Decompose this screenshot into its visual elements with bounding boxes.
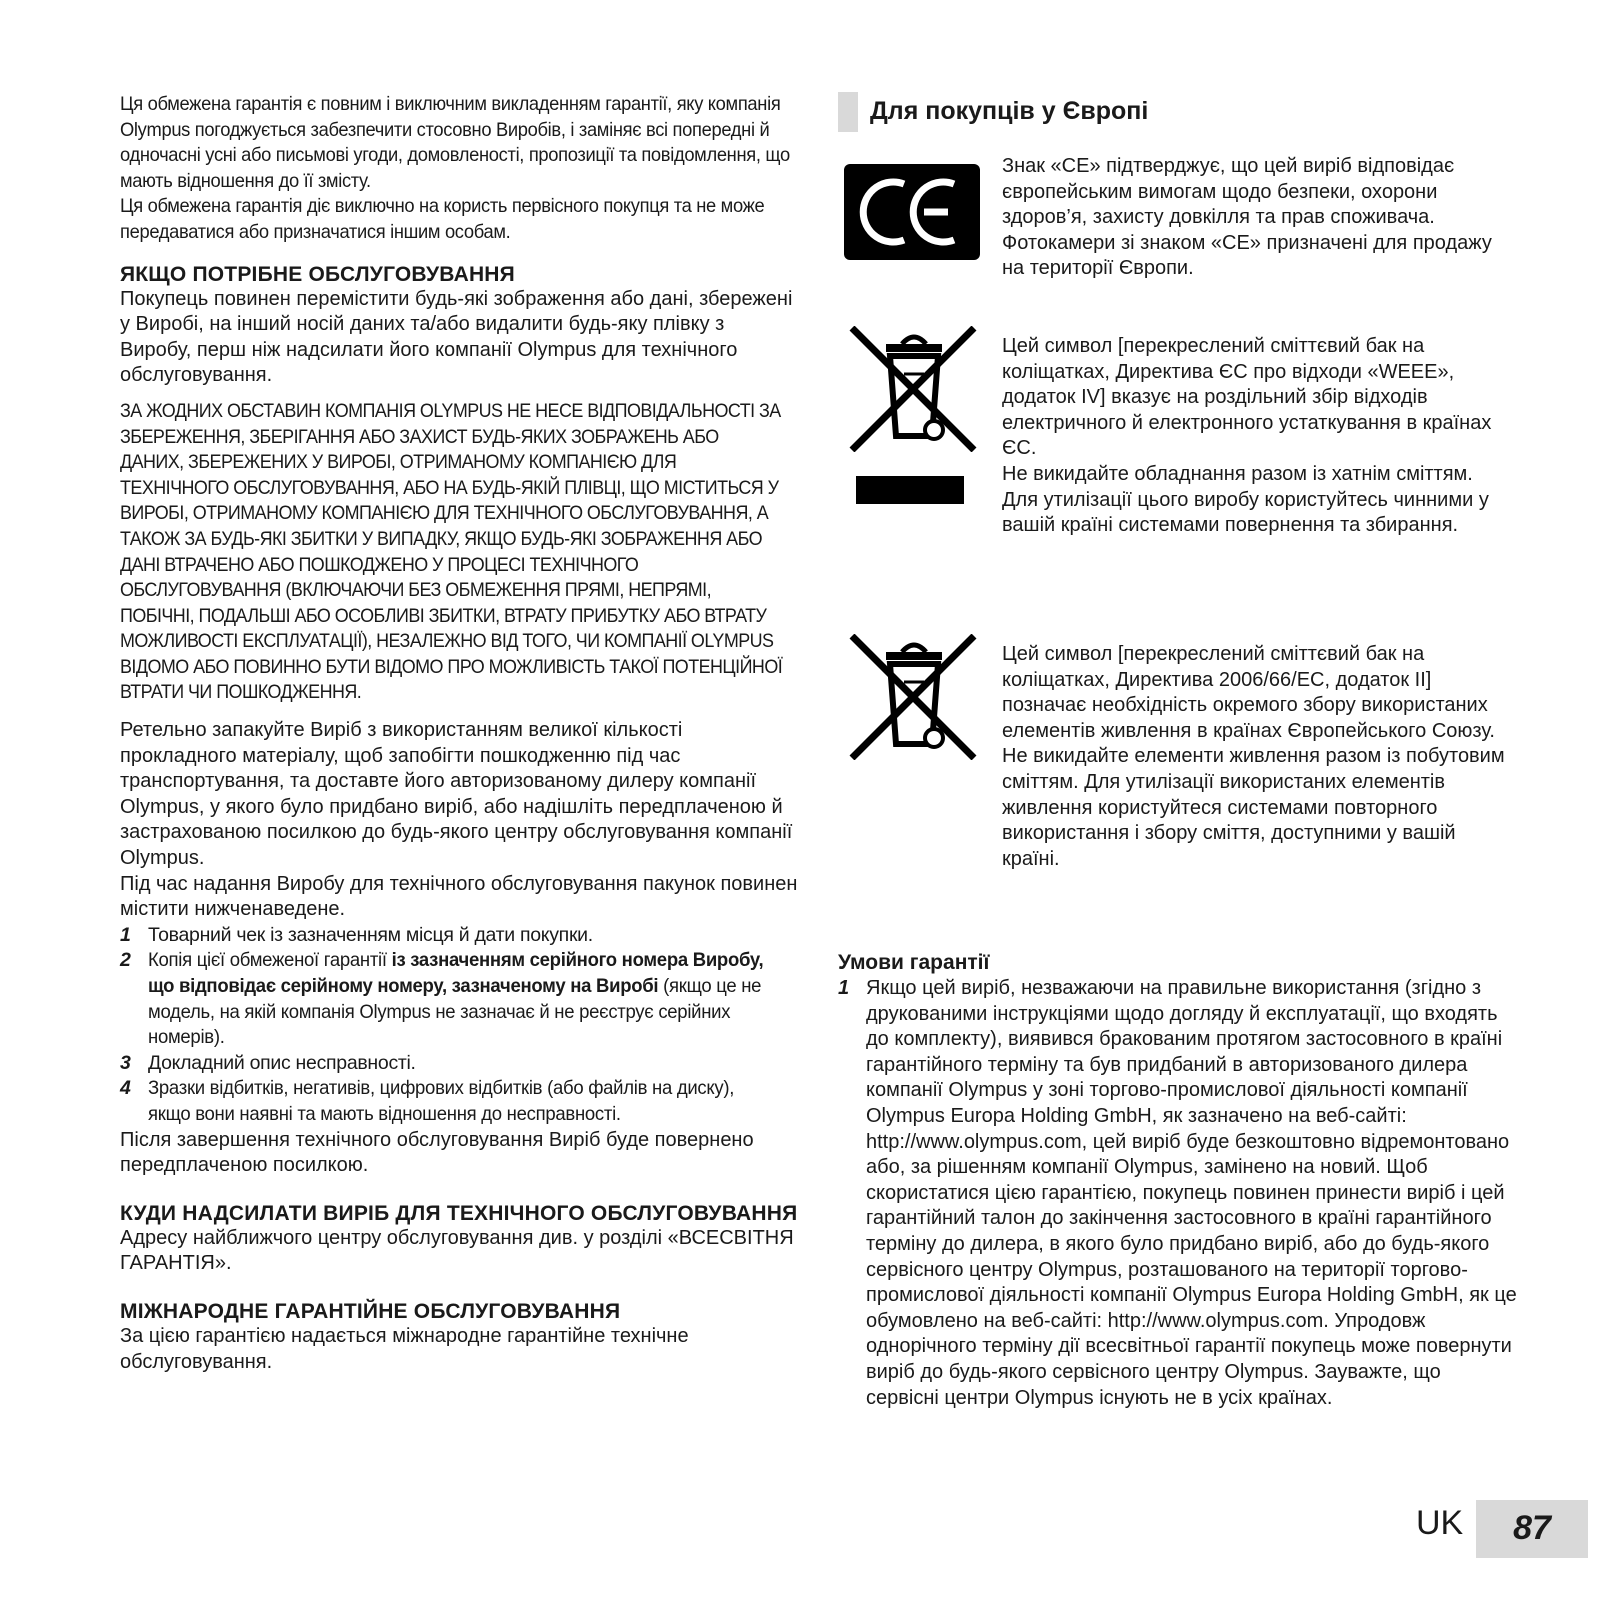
list-item (120, 1051, 800, 1077)
where-paragraph: Адресу найближчого центру обслуговування див. у розділі «ВСЕСВІТНЯ ГАРАНТІЯ». (120, 1226, 794, 1275)
weee-paragraph-2: Не викидайте обладнання разом із хатнім сміттям. (1002, 462, 1473, 485)
service-requirements-list (120, 923, 800, 1128)
left-column (120, 92, 800, 1375)
where-heading: КУДИ НАДСИЛАТИ ВИРІБ ДЛЯ ТЕХНІЧНОГО ОБСЛУГОВУВАННЯ (120, 1201, 798, 1225)
service-paragraph-4: Після завершення технічного обслуговування Виріб буде повернено передплаченою посилкою. (120, 1128, 754, 1177)
list-item-bold-text: із зазначенням серійного номера Виробу, що відповідає серійному номеру, зазначеному на Виробі (148, 949, 764, 997)
section-marker (838, 92, 858, 132)
page-number: 87 (1513, 1509, 1551, 1547)
weee-paragraph-3: Для утилізації цього виробу користуйтесь чинними у вашій країні системами повернення та збирання. (1002, 488, 1489, 537)
list-item-text: Товарний чек із зазначенням місця й дати покупки. (148, 923, 593, 946)
liability-disclaimer: ЗА ЖОДНИХ ОБСТАВИН КОМПАНІЯ OLYMPUS НЕ НЕСЕ ВІДПОВІДАЛЬНОСТІ ЗА ЗБЕРЕЖЕННЯ, ЗБЕРІГАННЯ АБО ЗАХИСТ БУДЬ-ЯКИХ ЗОБРАЖЕНЬ АБО ДАНИХ, ЗБЕРЕЖЕНИХ У ВИРОБІ, ОТРИМАНОМУ КОМПАНІЄЮ ДЛЯ ТЕХНІЧНОГО ОБСЛУГОВУВАННЯ, АБО НА БУДЬ-ЯКІЙ ПЛІВЦІ, ЩО МІСТИТЬСЯ У ВИРОБІ, ОТРИМАНОМУ КОМПАНІЄЮ ДЛЯ ТЕХНІЧНОГО ОБСЛУГОВУВАННЯ, А ТАКОЖ ЗА БУДЬ-ЯКІ ЗБИТКИ У ВИПАДКУ, ЯКЩО БУДЬ-ЯКІ ЗОБРАЖЕННЯ АБО ДАНІ ВТРАЧЕНО АБО ПОШКОДЖЕНО У ПРОЦЕСІ ТЕХНІЧНОГО ОБСЛУГОВУВАННЯ (ВКЛЮЧАЮЧИ БЕЗ ОБМЕЖЕННЯ ПРЯМІ, НЕПРЯМІ, ПОБІЧНІ, ПОДАЛЬШІ АБО ОСОБЛИВІ ЗБИТКИ, ВТРАТУ ПРИБУТКУ АБО ВТРАТУ МОЖЛИВОСТІ ЕКСПЛУАТАЦІЇ), НЕЗАЛЕЖНО ВІД ТОГО, ЧИ КОМПАНІЇ OLYMPUS ВІДОМО АБО ПОВИННО БУТИ ВІДОМО ПРО МОЖЛИВІСТЬ ТАКОЇ ПОТЕНЦІЙНОЇ ВТРАТИ ЧИ ПОШКОДЖЕННЯ. (120, 399, 783, 704)
international-paragraph: За цією гарантією надається міжнародне гарантійне технічне обслуговування. (120, 1324, 689, 1373)
language-code: UK (1416, 1504, 1464, 1542)
ce-mark-icon (844, 164, 980, 260)
battery-description (1002, 642, 1518, 872)
list-item-text: Копія цієї обмеженої гарантії (148, 949, 392, 972)
section-title: Для покупців у Європі (870, 97, 1149, 125)
list-item-text: Зразки відбитків, негативів, цифрових відбитків (або файлів на диску), якщо вони наявні та мають відношення до несправності. (148, 1077, 735, 1125)
list-item (838, 976, 1518, 1411)
intro-paragraph-1: Ця обмежена гарантія є повним і виключним викладенням гарантії, яку компанія Olympus погоджується забезпечити стосовно Виробів, і заміняє всі попередні й одночасні усні або письмові угоди, домовленості, пропозиції та повідомлення, що мають відношення до її змісту. (120, 93, 790, 192)
weee-paragraph-1: Цей символ [перекреслений сміттєвий бак на коліщатках, Директива ЄС про відходи «WEEE», додаток IV] вказує на роздільний збір відходів електричного й електронного устаткування в країнах ЄС. (1002, 335, 1492, 460)
service-paragraph-3: Під час надання Виробу для технічного обслуговування пакунок повинен містити нижченаведене. (120, 872, 798, 921)
list-item-number: 4 (120, 1077, 131, 1100)
list-item-text: Якщо цей виріб, незважаючи на правильне використання (згідно з друкованими інструкціями щодо догляду й експлуатації, що входять до комплекту), виявився бракованим протягом застосовного в країні гарантійного терміну та був придбаний в авторизованого дилера компанії Olympus у зоні торгово-промислової діяльності компанії Olympus Europa Holding GmbH, як зазначено на веб-сайті: http://www.olympus.com, цей виріб буде безкоштовно відремонтовано або, за рішенням компанії Olympus, замінено на новий. Щоб скористатися цією гарантією, покупець повинен принести виріб і цей гарантійний талон до закінчення застосовного в країні гарантійного терміну до дилера, в якого було придбано виріб, або до будь-якого сервісного центру Olympus, розташованого на території торгово-промислової діяльності компанії Olympus Europa Holding GmbH, як це обумовлено на веб-сайті: http://www.olympus.com. Упродовж однорічного терміну дії всесвітньої гарантії покупець може повернути виріб до будь-якого сервісного центру Olympus. Зауважте, що сервісні центри Olympus існують не в усіх країнах. (866, 977, 1517, 1409)
list-item (120, 1076, 800, 1127)
list-item (120, 948, 800, 1050)
warranty-title: Умови гарантії (838, 951, 990, 974)
service-paragraph-1: Покупець повинен перемістити будь-які зображення або дані, збережені у Виробі, на інший носій даних та/або видалити будь-яку плівку з Виробу, перш ніж надсилати його компанії Olympus для технічного обслуговування. (120, 287, 793, 387)
warranty-terms-list (838, 976, 1518, 1411)
list-item-number: 3 (120, 1051, 131, 1074)
list-item-number: 2 (120, 949, 131, 972)
weee-description (1002, 334, 1518, 539)
weee-block (838, 334, 1518, 642)
service-heading: ЯКЩО ПОТРІБНЕ ОБСЛУГОВУВАННЯ (120, 262, 515, 286)
list-item-text: (якщо це не модель, на якій компанія Olympus не зазначає й не реєструє серійних номерів). (148, 975, 762, 1049)
section-header (838, 92, 1518, 136)
ce-description: Знак «CE» підтверджує, що цей виріб відповідає європейським вимогам щодо безпеки, охорони здоров’я, захисту довкілля та прав споживача. Фотокамери зі знаком «CE» призначені для продажу на території Європи. (1002, 155, 1492, 280)
international-heading: МІЖНАРОДНЕ ГАРАНТІЙНЕ ОБСЛУГОВУВАННЯ (120, 1299, 621, 1323)
battery-paragraph-2: Не викидайте елементи живлення разом із побутовим сміттям. Для утилізації використаних елементів живлення користуйтеся системами повторного використання і збору сміття, доступними у вашій країні. (1002, 745, 1505, 870)
list-item-number: 1 (838, 977, 850, 999)
list-item-number: 1 (120, 923, 131, 946)
battery-paragraph-1: Цей символ [перекреслений сміттєвий бак на коліщатках, Директива 2006/66/EC, додаток II] позначає необхідність окремого збору використаних елементів живлення в країнах Європейського Союзу. (1002, 643, 1495, 742)
page-footer (1400, 1500, 1600, 1558)
service-paragraph-2: Ретельно запакуйте Виріб з використанням великої кількості прокладного матеріалу, щоб запобігти пошкодженню під час транспортування, та доставте його авторизованому дилеру компанії Olympus, у якого було придбано виріб, або надішліть передплаченою й застрахованою посилкою до будь-якого центру обслуговування компанії Olympus. (120, 719, 793, 870)
separate-collection-bar (856, 476, 964, 504)
crossed-out-bin-icon (844, 634, 980, 760)
crossed-out-bin-icon (844, 326, 980, 452)
battery-block (838, 642, 1518, 926)
intro-paragraph-2: Ця обмежена гарантія діє виключно на користь первісного покупця та не може передаватися або призначатися іншим особам. (120, 195, 765, 243)
list-item (120, 923, 800, 949)
page-number-box (1476, 1500, 1588, 1558)
right-column (838, 92, 1518, 1411)
list-item-text: Докладний опис несправності. (148, 1051, 416, 1074)
ce-block (838, 154, 1518, 322)
